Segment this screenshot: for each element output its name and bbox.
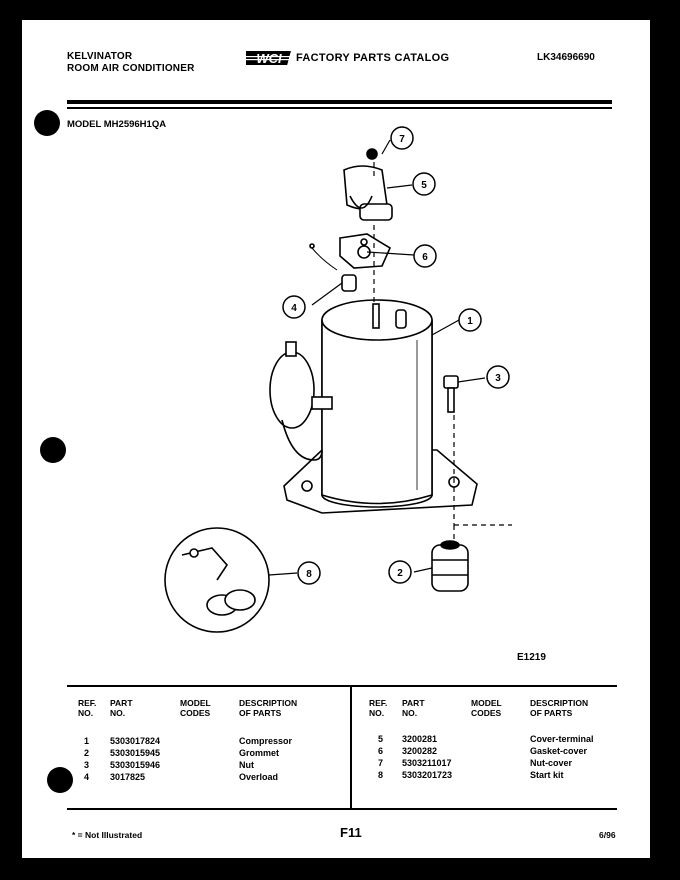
table-row: 5303211017	[402, 758, 452, 768]
table-top-rule	[67, 685, 617, 687]
callout-4	[283, 296, 305, 318]
table-row: 5303017824	[110, 736, 161, 746]
svg-text:5: 5	[421, 180, 427, 191]
table-row: 4	[84, 772, 90, 782]
header-ref-no-right: REF. NO.	[369, 698, 388, 718]
table-row: Grommet	[239, 748, 280, 758]
callout-5	[413, 173, 435, 195]
figure-code: E1219	[517, 652, 546, 663]
callout-2	[389, 561, 411, 583]
table-row: 3200281	[402, 734, 438, 744]
logo-text: WCI	[256, 51, 282, 66]
punch-hole-bottom	[47, 767, 73, 793]
model-line: MODEL MH2596H1QA	[67, 119, 167, 130]
page-number: F11	[340, 825, 362, 840]
header-description-right: DESCRIPTION OF PARTS	[530, 698, 589, 718]
callout-3	[487, 366, 509, 388]
header-part-no-right: PART NO.	[402, 698, 425, 718]
table-row: 2	[84, 748, 90, 758]
catalog-title: FACTORY PARTS CATALOG	[296, 52, 450, 64]
left-part-column	[110, 735, 160, 783]
svg-text:8: 8	[306, 569, 312, 580]
svg-text:7: 7	[399, 134, 405, 145]
table-row: 5303015946	[110, 760, 161, 770]
table-row: Overload	[239, 772, 279, 782]
nut-cover-illustration	[367, 149, 377, 159]
table-row: 8	[378, 770, 384, 780]
table-center-divider	[350, 687, 352, 808]
callout-7	[391, 127, 413, 149]
svg-text:3: 3	[495, 373, 501, 384]
header-model-codes-right: MODEL CODES	[471, 698, 502, 718]
table-row: Compressor	[239, 736, 293, 746]
bolt-illustration	[444, 376, 458, 412]
svg-text:1: 1	[467, 316, 473, 327]
table-row: 5	[378, 734, 384, 744]
brand-name: KELVINATOR	[67, 51, 133, 62]
right-ref-column	[378, 733, 383, 781]
compressor-illustration	[322, 300, 432, 507]
table-row: 3	[84, 760, 90, 770]
product-line: ROOM AIR CONDITIONER	[67, 63, 195, 74]
right-part-column	[402, 733, 452, 781]
catalog-number: LK34696690	[537, 52, 595, 63]
footnote: * = Not Illustrated	[72, 830, 143, 840]
callout-1	[459, 309, 481, 331]
grommet-illustration	[432, 541, 468, 591]
right-desc-column	[530, 733, 594, 781]
revision-date: 6/96	[599, 830, 616, 840]
callout-8	[298, 562, 320, 584]
table-row: 7	[378, 758, 384, 768]
svg-text:4: 4	[291, 303, 297, 314]
table-row: 5303201723	[402, 770, 453, 780]
table-row: Start kit	[530, 770, 564, 780]
start-kit-illustration	[165, 528, 269, 632]
table-row: Cover-terminal	[530, 734, 594, 744]
callout-6	[414, 245, 436, 267]
punch-hole-middle	[40, 437, 66, 463]
punch-hole-top	[34, 110, 60, 136]
exploded-parts-diagram	[22, 20, 650, 680]
table-row: 6	[378, 746, 384, 756]
header-part-no-left: PART NO.	[110, 698, 133, 718]
left-desc-column	[239, 735, 292, 783]
table-row: Nut-cover	[530, 758, 573, 768]
catalog-page	[22, 20, 650, 858]
table-row: 3200282	[402, 746, 438, 756]
terminal-cover-illustration	[344, 166, 392, 220]
table-bottom-rule	[67, 808, 617, 810]
header-description-left: DESCRIPTION OF PARTS	[239, 698, 298, 718]
table-row: 5303015945	[110, 748, 161, 758]
table-row: Nut	[239, 760, 254, 770]
table-row: 3017825	[110, 772, 146, 782]
header-ref-no-left: REF. NO.	[78, 698, 97, 718]
table-row: Gasket-cover	[530, 746, 588, 756]
svg-text:6: 6	[422, 252, 428, 263]
svg-text:2: 2	[397, 568, 403, 579]
header-model-codes-left: MODEL CODES	[180, 698, 211, 718]
left-ref-column	[84, 735, 89, 783]
table-row: 1	[84, 736, 90, 746]
